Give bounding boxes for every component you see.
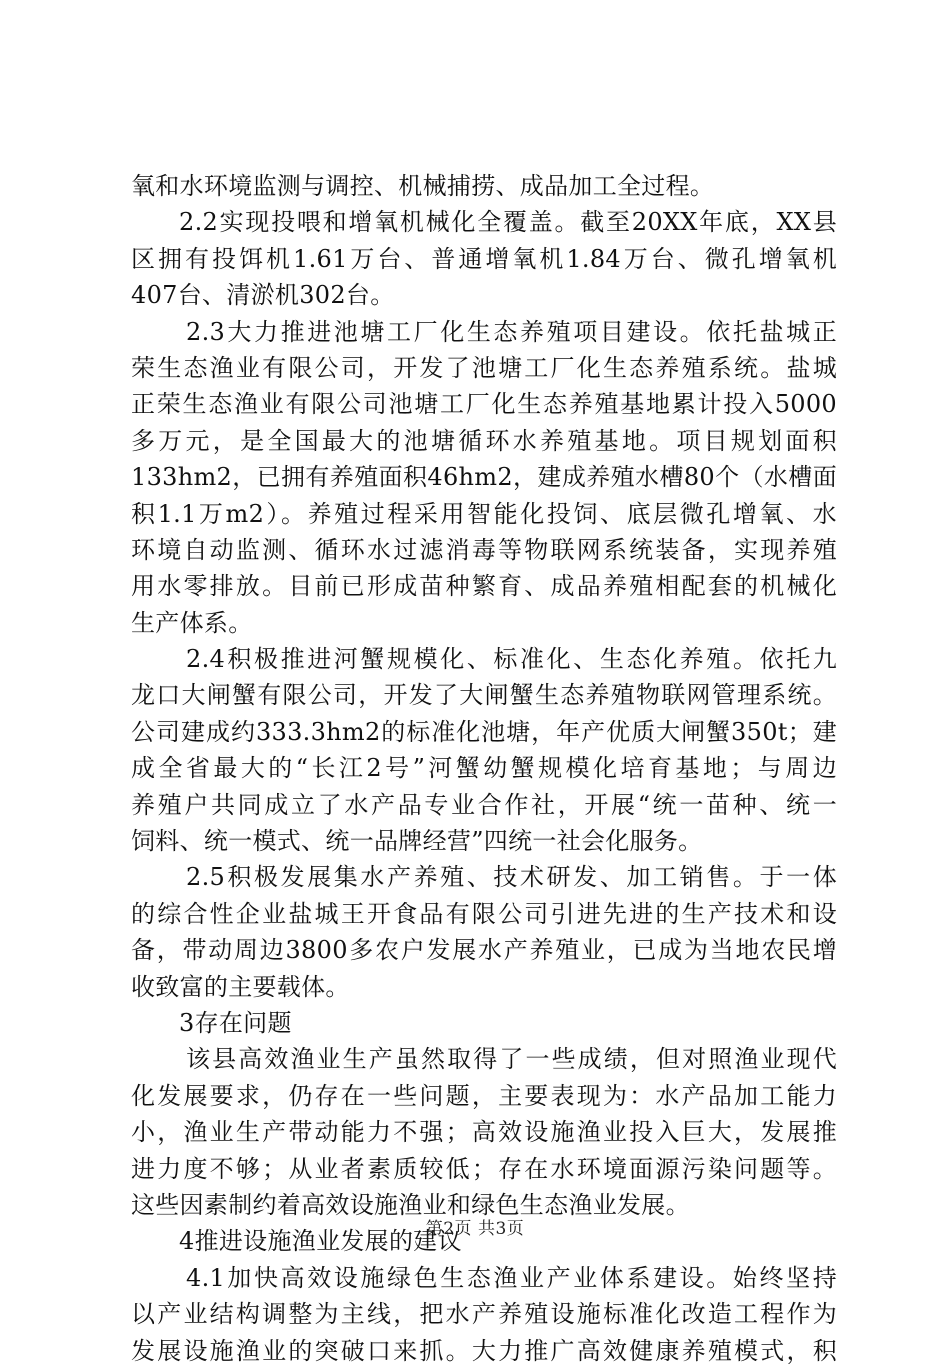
text-line: 化发展要求，仍存在一些问题，主要表现为：水产品加工能力 [131, 1081, 837, 1110]
text-line: 备，带动周边3800多农户发展水产养殖业，已成为当地农民增 [131, 936, 837, 965]
text-line: 407台、清淤机302台。 [131, 281, 395, 310]
text-line: 环境自动监测、循环水过滤消毒等物联网系统装备，实现养殖 [131, 535, 837, 564]
text-line: 2.3大力推进池塘工厂化生态养殖项目建设。依托盐城正 [186, 317, 837, 346]
text-line: 生产体系。 [131, 608, 253, 637]
text-line: 公司建成约333.3hm2的标准化池塘，年产优质大闸蟹350t；建 [131, 717, 837, 746]
text-line: 成全省最大的“长江2号”河蟹幼蟹规模化培育基地；与周边 [131, 754, 837, 783]
section-heading: 3存在问题 [179, 1008, 292, 1037]
text-line: 2.4积极推进河蟹规模化、标准化、生态化养殖。依托九 [186, 645, 837, 674]
text-line: 荣生态渔业有限公司，开发了池塘工厂化生态养殖系统。盐城 [131, 353, 837, 382]
text-line: 区拥有投饵机1.61万台、普通增氧机1.84万台、微孔增氧机 [131, 244, 837, 273]
text-line: 2.5积极发展集水产养殖、技术研发、加工销售。于一体 [186, 863, 837, 892]
text-line: 收致富的主要载体。 [131, 972, 350, 1001]
text-line: 该县高效渔业生产虽然取得了一些成绩，但对照渔业现代 [186, 1045, 837, 1074]
text-line: 发展设施渔业的突破口来抓。大力推广高效健康养殖模式，积 [131, 1336, 837, 1365]
text-line: 积1.1万m2）。养殖过程采用智能化投饲、底层微孔增氧、水 [131, 499, 837, 528]
text-line: 以产业结构调整为主线，把水产养殖设施标准化改造工程作为 [131, 1300, 837, 1329]
text-line: 多万元，是全国最大的池塘循环水养殖基地。项目规划面积 [131, 426, 837, 455]
text-line: 4.1加快高效设施绿色生态渔业产业体系建设。始终坚持 [186, 1263, 837, 1292]
section-heading: 4推进设施渔业发展的建议 [179, 1227, 462, 1256]
text-line: 133hm2，已拥有养殖面积46hm2，建成养殖水槽80个（水槽面 [131, 463, 837, 492]
page-number: 第2页 共3页 [425, 1219, 525, 1239]
text-line: 饲料、统一模式、统一品牌经营”四统一社会化服务。 [131, 827, 703, 856]
text-line: 的综合性企业盐城王开食品有限公司引进先进的生产技术和设 [131, 899, 837, 928]
text-line: 养殖户共同成立了水产品专业合作社，开展“统一苗种、统一 [131, 790, 837, 819]
text-line: 2.2实现投喂和增氧机械化全覆盖。截至20XX年底，XX县 [179, 208, 837, 237]
document-body [131, 168, 837, 1369]
text-line: 进力度不够；从业者素质较低；存在水环境面源污染问题等。 [131, 1154, 837, 1183]
text-line: 用水零排放。目前已形成苗种繁育、成品养殖相配套的机械化 [131, 572, 837, 601]
text-line: 小，渔业生产带动能力不强；高效设施渔业投入巨大，发展推 [131, 1118, 837, 1147]
text-line: 这些因素制约着高效设施渔业和绿色生态渔业发展。 [131, 1190, 690, 1219]
text-line: 龙口大闸蟹有限公司，开发了大闸蟹生态养殖物联网管理系统。 [131, 681, 837, 710]
text-line: 氧和水环境监测与调控、机械捕捞、成品加工全过程。 [131, 172, 715, 200]
text-line: 正荣生态渔业有限公司池塘工厂化生态养殖基地累计投入5000 [131, 390, 837, 419]
